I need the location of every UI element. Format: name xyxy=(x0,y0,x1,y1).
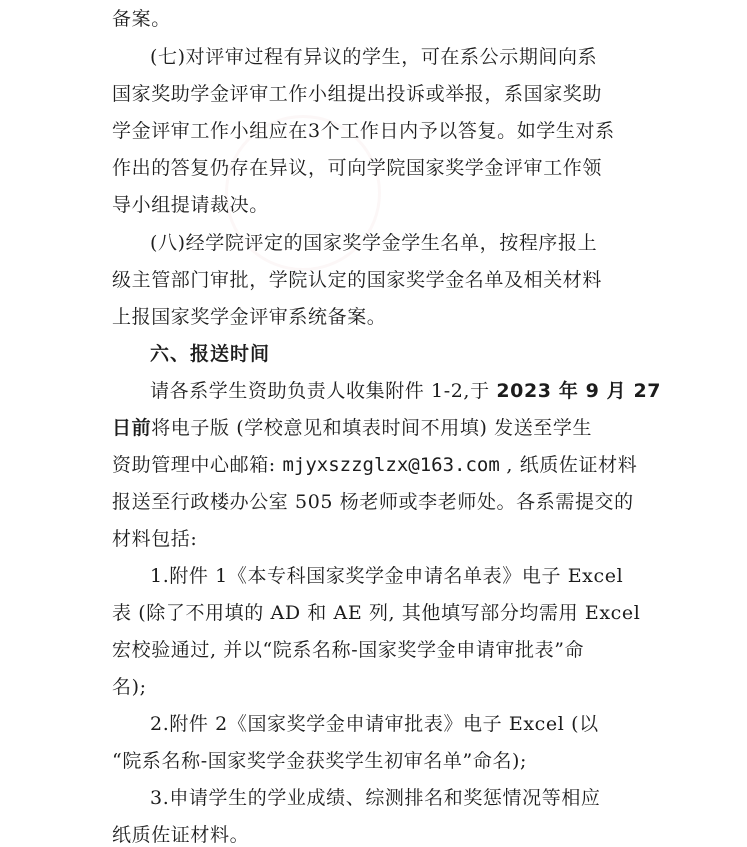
text-line: 上报国家奖学金评审系统备案。 xyxy=(112,306,387,328)
text-segment: 资助管理中心邮箱: xyxy=(112,454,283,476)
text-line: 名); xyxy=(112,676,147,698)
text-line: 级主管部门审批，学院认定的国家奖学金名单及相关材料 xyxy=(112,269,603,291)
section-heading: 六、报送时间 xyxy=(150,343,271,365)
text-line: 3.申请学生的学业成绩、综测排名和奖惩情况等相应 xyxy=(150,787,601,809)
text-line: (七)对评审过程有异议的学生，可在系公示期间向系 xyxy=(150,46,598,68)
text-line xyxy=(112,416,592,440)
text-line xyxy=(112,453,637,477)
text-line: 材料包括: xyxy=(112,528,198,550)
text-line: 导小组提请裁决。 xyxy=(112,194,269,216)
text-line: 纸质佐证材料。 xyxy=(112,824,250,846)
text-line: 作出的答复仍存在异议，可向学院国家奖学金评审工作领 xyxy=(112,157,603,179)
text-line: 国家奖助学金评审工作小组提出投诉或举报，系国家奖助 xyxy=(112,83,603,105)
text-line: 报送至行政楼办公室 505 杨老师或李老师处。各系需提交的 xyxy=(112,491,634,513)
text-line: 学金评审工作小组应在3个工作日内予以答复。如学生对系 xyxy=(112,120,615,142)
text-line: 宏校验通过, 并以“院系名称-国家奖学金申请审批表”命 xyxy=(112,639,585,661)
text-line: 1.附件 1《本专科国家奖学金申请名单表》电子 Excel xyxy=(150,565,624,587)
text-segment: 请各系学生资助负责人收集附件 1-2,于 xyxy=(150,380,497,402)
text-segment: 将电子版 (学校意见和填表时间不用填) 发送至学生 xyxy=(151,417,593,439)
text-line: 2.附件 2《国家奖学金申请审批表》电子 Excel (以 xyxy=(150,713,599,735)
text-line: 备案。 xyxy=(112,8,171,30)
email-address: mjyxszzglzx@163.com xyxy=(282,454,500,476)
deadline-suffix: 日前 xyxy=(112,417,152,439)
text-line: (八)经学院评定的国家奖学金学生名单，按程序报上 xyxy=(150,232,598,254)
text-line: 表 (除了不用填的 AD 和 AE 列, 其他填写部分均需用 Excel xyxy=(112,602,641,624)
deadline-date: 2023 年 9 月 27 xyxy=(496,380,662,402)
text-segment: , 纸质佐证材料 xyxy=(499,454,638,476)
text-line xyxy=(150,379,661,403)
text-line: “院系名称-国家奖学金获奖学生初审名单”命名); xyxy=(112,750,528,772)
